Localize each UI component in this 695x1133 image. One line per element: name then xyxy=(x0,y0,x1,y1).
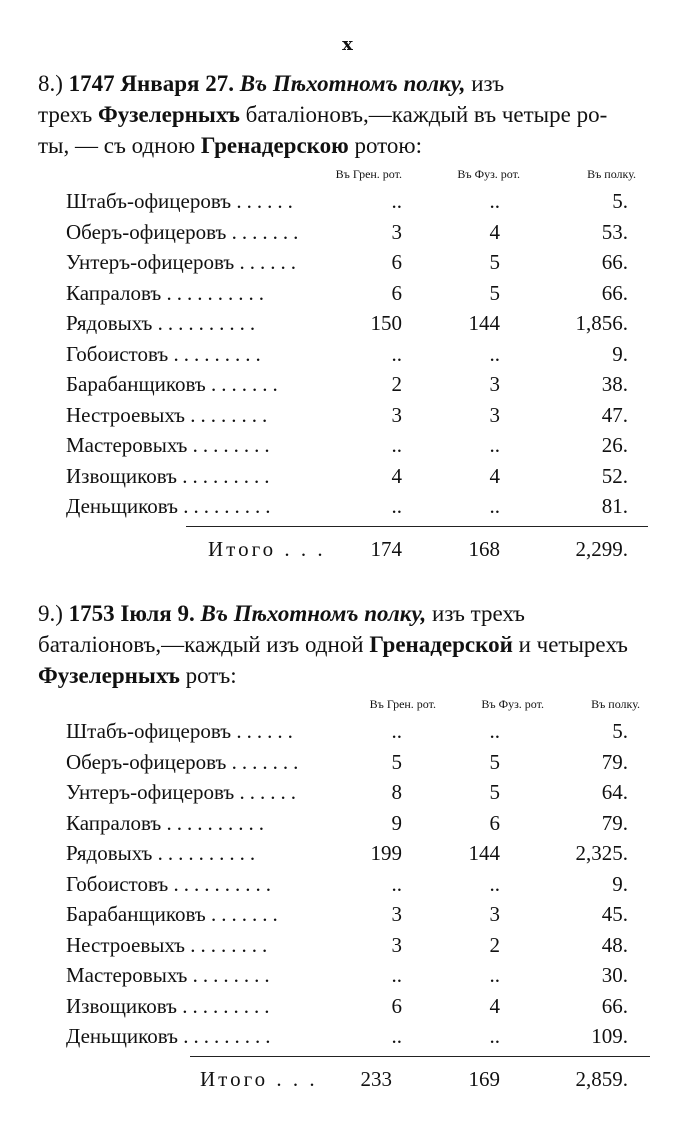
cell-grenadier: 150 xyxy=(370,311,402,335)
row-label xyxy=(66,933,272,958)
row-label-text: Штабъ-офицеровъ xyxy=(66,719,232,743)
section-unit: Въ Пѣхотномъ полку, xyxy=(239,71,466,96)
cell-fusilier: .. xyxy=(489,719,500,743)
total-fusilier: 168 xyxy=(468,536,500,561)
leader-dots: ......... xyxy=(182,463,275,488)
table-row xyxy=(38,462,656,493)
table-rows xyxy=(38,187,656,523)
cell-grenadier: .. xyxy=(391,1024,402,1048)
cell-grenadier: 199 xyxy=(370,841,402,865)
cell-grenadier: .. xyxy=(391,871,402,896)
total-label: Итого . . . xyxy=(208,536,326,561)
leader-dots: ......... xyxy=(183,1024,276,1048)
row-label xyxy=(66,780,301,805)
cell-regiment: 2,325. xyxy=(575,841,628,865)
row-label-text: Капраловъ xyxy=(66,810,162,835)
column-header-fusilier: Въ Фуз. рот. xyxy=(457,167,520,181)
row-label xyxy=(66,189,298,214)
column-headers xyxy=(38,161,656,187)
heading-bold-text: Гренадерскою xyxy=(200,133,349,158)
cell-grenadier: 5 xyxy=(391,749,402,774)
table-section-9 xyxy=(38,598,656,1093)
cell-regiment: 1,856. xyxy=(575,311,628,335)
table-row xyxy=(38,778,656,809)
table-row xyxy=(38,992,656,1023)
row-label xyxy=(66,281,269,306)
leader-dots: .......... xyxy=(166,810,269,835)
cell-regiment: 79. xyxy=(601,810,628,835)
table-row xyxy=(38,279,656,310)
cell-regiment: 66. xyxy=(601,250,628,274)
cell-grenadier: .. xyxy=(391,189,402,213)
cell-fusilier: 4 xyxy=(489,219,500,244)
total-rule xyxy=(190,1056,650,1057)
cell-regiment: 79. xyxy=(601,749,628,774)
row-label xyxy=(66,220,303,245)
row-label-text: Извощиковъ xyxy=(66,463,178,488)
row-label xyxy=(66,372,283,397)
row-label-text: Гобоистовъ xyxy=(66,871,169,896)
cell-fusilier: .. xyxy=(489,1024,500,1048)
cell-fusilier: 2 xyxy=(489,932,500,957)
cell-regiment: 30. xyxy=(601,963,628,987)
leader-dots: ........ xyxy=(190,402,273,427)
heading-bold-text: Фузелерныхъ xyxy=(98,102,240,127)
cell-regiment: 48. xyxy=(601,932,628,957)
cell-regiment: 81. xyxy=(601,494,628,518)
section-heading xyxy=(38,598,656,691)
section-heading xyxy=(38,68,656,161)
cell-fusilier: 144 xyxy=(468,311,500,335)
row-label-text: Мастеровыхъ xyxy=(66,963,188,987)
section-unit: Въ Пѣхотномъ полку, xyxy=(200,601,427,626)
table-section-8 xyxy=(38,68,656,563)
row-label xyxy=(66,750,303,775)
cell-fusilier: 4 xyxy=(489,463,500,488)
row-label-text: Рядовыхъ xyxy=(66,841,153,865)
cell-regiment: 109. xyxy=(591,1024,628,1048)
page-number: x xyxy=(342,34,353,55)
heading-text: изъ трехъ xyxy=(432,601,525,626)
cell-regiment: 52. xyxy=(601,463,628,488)
cell-regiment: 66. xyxy=(601,993,628,1018)
cell-fusilier: 3 xyxy=(489,902,500,926)
cell-fusilier: .. xyxy=(489,494,500,518)
row-label xyxy=(66,1024,276,1049)
cell-fusilier: 3 xyxy=(489,402,500,427)
section-number: 9.) xyxy=(38,601,63,626)
table-rows xyxy=(38,717,656,1053)
table-row xyxy=(38,248,656,279)
cell-fusilier: 5 xyxy=(489,280,500,305)
cell-fusilier: .. xyxy=(489,963,500,987)
cell-regiment: 5. xyxy=(612,189,628,213)
cell-grenadier: 8 xyxy=(391,780,402,804)
heading-text: ротъ: xyxy=(185,663,237,688)
total-row xyxy=(38,1059,656,1093)
table-row xyxy=(38,870,656,901)
table-row xyxy=(38,401,656,432)
cell-fusilier: .. xyxy=(489,433,500,457)
row-label xyxy=(66,250,301,275)
total-regiment: 2,859. xyxy=(575,1066,628,1091)
row-label xyxy=(66,494,276,519)
column-header-grenadier: Въ Грен. рот. xyxy=(369,697,436,711)
table-row xyxy=(38,309,656,340)
row-label xyxy=(66,811,269,836)
row-label xyxy=(66,841,260,866)
cell-grenadier: 2 xyxy=(391,372,402,396)
row-label-text: Нестроевыхъ xyxy=(66,402,185,427)
cell-regiment: 45. xyxy=(601,902,628,926)
leader-dots: .......... xyxy=(166,280,269,305)
leader-dots: ........ xyxy=(190,932,273,957)
row-label-text: Деньщиковъ xyxy=(66,1024,179,1048)
row-label-text: Мастеровыхъ xyxy=(66,433,188,457)
row-label xyxy=(66,342,266,367)
leader-dots: ......... xyxy=(183,494,276,518)
cell-grenadier: 9 xyxy=(391,810,402,835)
row-label-text: Унтеръ-офицеровъ xyxy=(66,780,235,804)
cell-grenadier: 3 xyxy=(391,932,402,957)
cell-grenadier: 4 xyxy=(391,463,402,488)
heading-text: ротою: xyxy=(354,133,422,158)
leader-dots: ....... xyxy=(211,902,283,926)
heading-text: и четырехъ xyxy=(518,632,628,657)
cell-grenadier: .. xyxy=(391,494,402,518)
row-label xyxy=(66,872,276,897)
table-row xyxy=(38,961,656,992)
cell-grenadier: 3 xyxy=(391,902,402,926)
heading-bold-text: Фузелерныхъ xyxy=(38,663,180,688)
heading-text: изъ xyxy=(471,71,505,96)
row-label-text: Капраловъ xyxy=(66,280,162,305)
row-label-text: Гобоистовъ xyxy=(66,341,169,366)
table-row xyxy=(38,809,656,840)
table-row xyxy=(38,931,656,962)
cell-fusilier: .. xyxy=(489,871,500,896)
leader-dots: ....... xyxy=(231,749,304,774)
heading-text: трехъ xyxy=(38,102,93,127)
cell-grenadier: 3 xyxy=(391,402,402,427)
cell-regiment: 38. xyxy=(601,372,628,396)
cell-fusilier: 5 xyxy=(489,250,500,274)
cell-grenadier: 6 xyxy=(391,250,402,274)
row-label xyxy=(66,464,275,489)
row-label-text: Нестроевыхъ xyxy=(66,932,185,957)
cell-fusilier: .. xyxy=(489,189,500,213)
row-label xyxy=(66,994,275,1019)
table-row xyxy=(38,900,656,931)
row-label xyxy=(66,719,298,744)
leader-dots: .......... xyxy=(157,311,261,335)
row-label-text: Барабанщиковъ xyxy=(66,902,206,926)
cell-grenadier: 6 xyxy=(391,993,402,1018)
column-headers xyxy=(38,691,656,717)
cell-grenadier: .. xyxy=(391,963,402,987)
cell-regiment: 47. xyxy=(601,402,628,427)
total-rule xyxy=(186,526,648,527)
table-row xyxy=(38,218,656,249)
total-fusilier: 169 xyxy=(468,1066,500,1091)
leader-dots: .......... xyxy=(157,841,261,865)
leader-dots: ........ xyxy=(192,963,275,987)
row-label-text: Оберъ-офицеровъ xyxy=(66,219,227,244)
heading-text: ты, — съ одною xyxy=(38,133,196,158)
table-row xyxy=(38,187,656,218)
cell-fusilier: 5 xyxy=(489,780,500,804)
section-date: 1747 Января 27. xyxy=(68,71,234,96)
cell-grenadier: 6 xyxy=(391,280,402,305)
cell-regiment: 26. xyxy=(601,433,628,457)
cell-grenadier: 3 xyxy=(391,219,402,244)
cell-fusilier: 5 xyxy=(489,749,500,774)
leader-dots: ...... xyxy=(239,250,302,274)
table-row xyxy=(38,431,656,462)
row-label-text: Барабанщиковъ xyxy=(66,372,206,396)
table-row xyxy=(38,370,656,401)
row-label xyxy=(66,311,260,336)
cell-regiment: 64. xyxy=(601,780,628,804)
row-label xyxy=(66,403,272,428)
leader-dots: .......... xyxy=(173,871,276,896)
row-label xyxy=(66,902,283,927)
total-grenadier: 233 xyxy=(360,1066,392,1091)
cell-fusilier: 4 xyxy=(489,993,500,1018)
cell-grenadier: .. xyxy=(391,433,402,457)
row-label-text: Оберъ-офицеровъ xyxy=(66,749,227,774)
leader-dots: ........ xyxy=(192,433,275,457)
leader-dots: ......... xyxy=(173,341,266,366)
table-row xyxy=(38,839,656,870)
leader-dots: ....... xyxy=(211,372,283,396)
leader-dots: ...... xyxy=(239,780,302,804)
heading-bold-text: Гренадерской xyxy=(369,632,513,657)
cell-regiment: 5. xyxy=(612,719,628,743)
column-header-grenadier: Въ Грен. рот. xyxy=(335,167,402,181)
cell-regiment: 9. xyxy=(612,871,628,896)
cell-fusilier: .. xyxy=(489,341,500,366)
cell-grenadier: .. xyxy=(391,341,402,366)
row-label-text: Извощиковъ xyxy=(66,993,178,1018)
leader-dots: ...... xyxy=(236,719,298,743)
cell-grenadier: .. xyxy=(391,719,402,743)
table-row xyxy=(38,1022,656,1053)
row-label xyxy=(66,433,275,458)
leader-dots: ......... xyxy=(182,993,275,1018)
heading-text: баталіоновъ,—каждый изъ одной xyxy=(38,632,364,657)
row-label-text: Штабъ-офицеровъ xyxy=(66,189,232,213)
column-header-regiment: Въ полку. xyxy=(587,167,636,181)
leader-dots: ....... xyxy=(231,219,304,244)
table-row xyxy=(38,717,656,748)
total-regiment: 2,299. xyxy=(575,536,628,561)
row-label xyxy=(66,963,275,988)
cell-regiment: 9. xyxy=(612,341,628,366)
leader-dots: ...... xyxy=(236,189,298,213)
section-date: 1753 Іюля 9. xyxy=(68,601,195,626)
cell-fusilier: 6 xyxy=(489,810,500,835)
heading-text: баталіоновъ,—каждый въ четыре ро- xyxy=(245,102,608,127)
table-row xyxy=(38,492,656,523)
section-number: 8.) xyxy=(38,71,63,96)
column-header-fusilier: Въ Фуз. рот. xyxy=(481,697,544,711)
total-grenadier: 174 xyxy=(370,536,402,561)
total-row xyxy=(38,529,656,563)
cell-regiment: 53. xyxy=(601,219,628,244)
row-label-text: Деньщиковъ xyxy=(66,494,179,518)
row-label-text: Рядовыхъ xyxy=(66,311,153,335)
cell-fusilier: 144 xyxy=(468,841,500,865)
row-label-text: Унтеръ-офицеровъ xyxy=(66,250,235,274)
table-row xyxy=(38,748,656,779)
total-label: Итого . . . xyxy=(200,1066,318,1091)
cell-regiment: 66. xyxy=(601,280,628,305)
table-row xyxy=(38,340,656,371)
column-header-regiment: Въ полку. xyxy=(591,697,640,711)
cell-fusilier: 3 xyxy=(489,372,500,396)
